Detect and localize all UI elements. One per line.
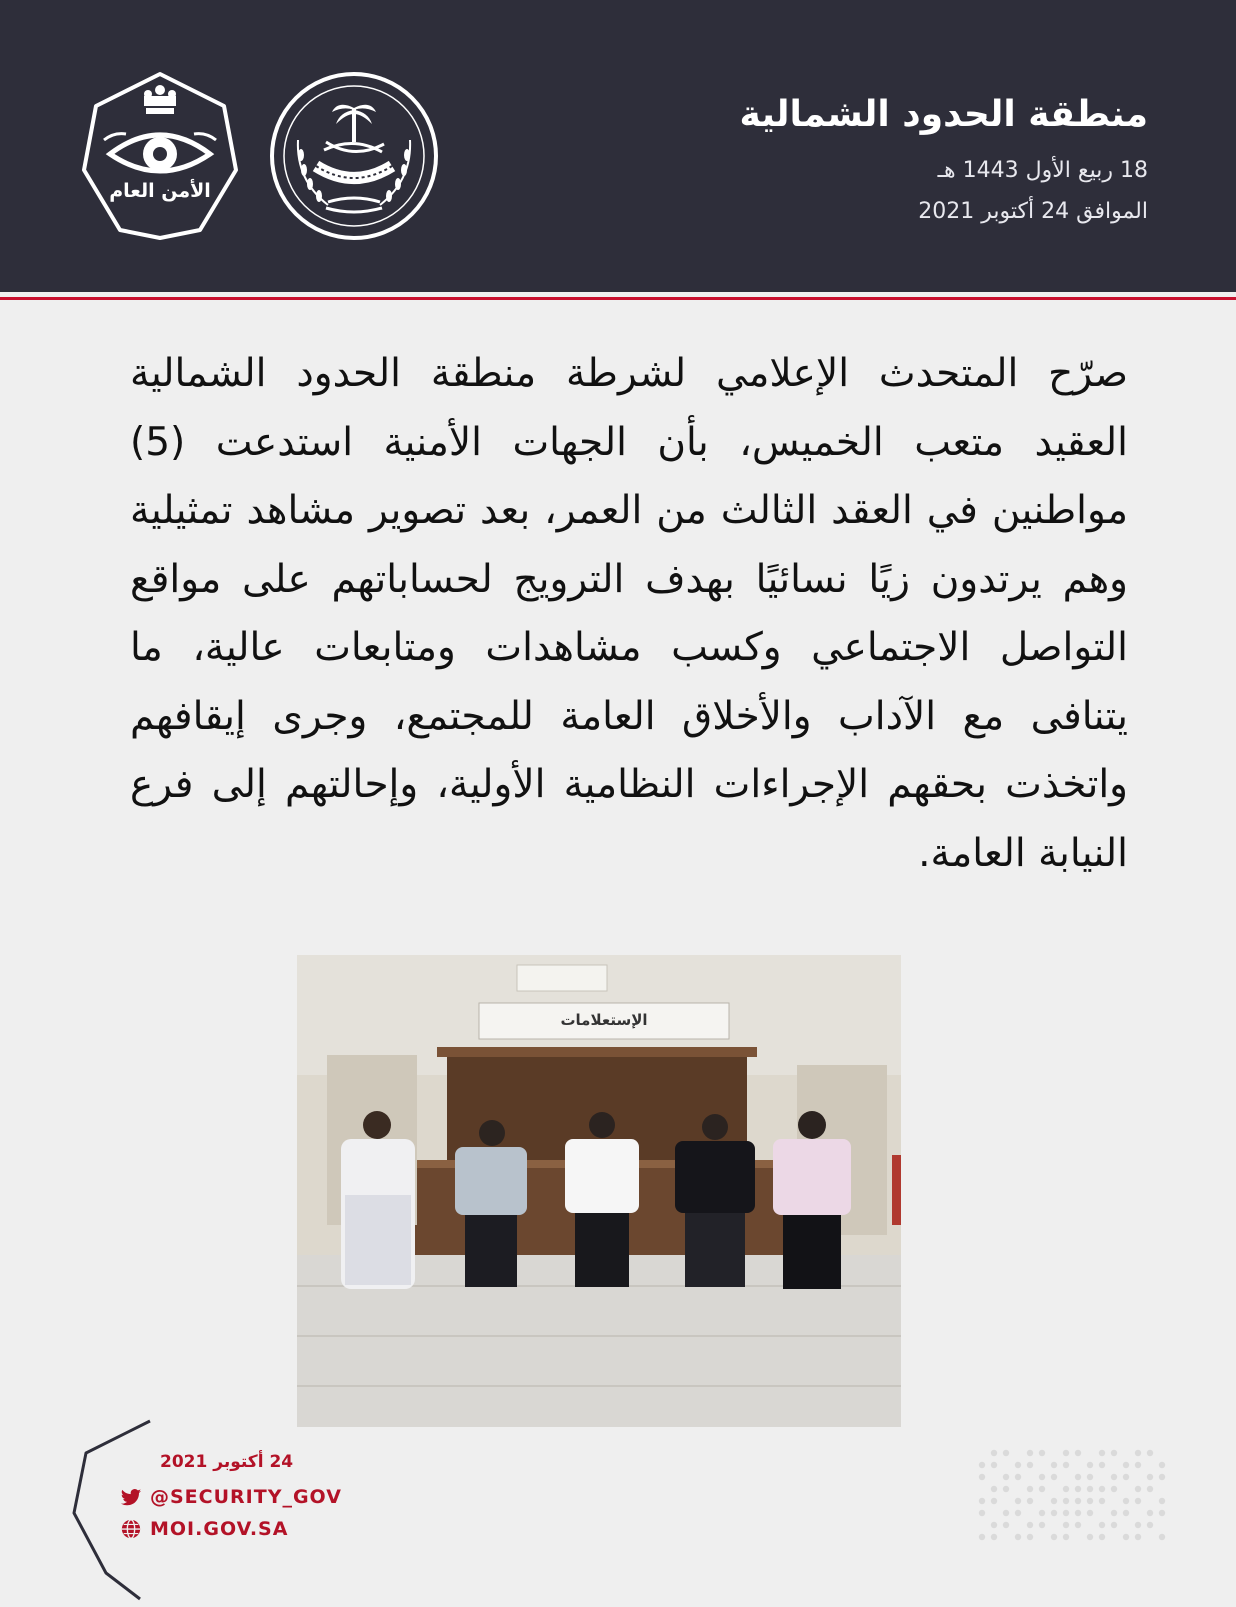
- pattern-dot: [1003, 1486, 1009, 1492]
- pattern-dot: [979, 1498, 985, 1504]
- pattern-dot: [1159, 1510, 1165, 1516]
- pattern-dot: [1099, 1498, 1105, 1504]
- pattern-dot: [1051, 1510, 1057, 1516]
- pattern-dot: [1087, 1462, 1093, 1468]
- pattern-dot: [1111, 1474, 1117, 1480]
- pattern-dot: [1147, 1510, 1153, 1516]
- pattern-dot: [1063, 1462, 1069, 1468]
- pattern-dot: [1075, 1510, 1081, 1516]
- pattern-dot: [1135, 1498, 1141, 1504]
- pattern-dot: [1075, 1486, 1081, 1492]
- pattern-dot: [979, 1474, 985, 1480]
- globe-icon: [120, 1518, 142, 1540]
- pattern-dot: [1075, 1474, 1081, 1480]
- pattern-dot: [991, 1462, 997, 1468]
- pattern-dot: [1111, 1522, 1117, 1528]
- header-divider: [0, 297, 1236, 300]
- pattern-dot: [1003, 1450, 1009, 1456]
- pattern-dot: [991, 1486, 997, 1492]
- pattern-dot: [1027, 1498, 1033, 1504]
- pattern-dot: [1147, 1522, 1153, 1528]
- pattern-dot: [979, 1462, 985, 1468]
- region-title: منطقة الحدود الشمالية: [739, 94, 1148, 135]
- pattern-dot: [1015, 1498, 1021, 1504]
- footer-twitter[interactable]: [120, 1483, 342, 1511]
- suspects-photo: [297, 955, 901, 1427]
- moi-emblem-icon: [268, 70, 440, 242]
- pattern-dot: [1051, 1462, 1057, 1468]
- pattern-dot: [1027, 1450, 1033, 1456]
- footer-date: 24 أكتوبر 2021: [160, 1452, 294, 1472]
- pattern-dot: [1063, 1450, 1069, 1456]
- pattern-dot: [1015, 1474, 1021, 1480]
- twitter-handle[interactable]: @SECURITY_GOV: [150, 1486, 342, 1508]
- date-gregorian: الموافق 24 أكتوبر 2021: [918, 199, 1148, 224]
- pattern-dot: [1123, 1462, 1129, 1468]
- pattern-dot: [1135, 1522, 1141, 1528]
- pattern-dot: [1015, 1534, 1021, 1540]
- pattern-dot: [991, 1522, 997, 1528]
- photo-sign-text: الإستعلامات: [560, 1011, 648, 1029]
- statement-text: صرّح المتحدث الإعلامي لشرطة منطقة الحدود الشمالية العقيد متعب الخميس، بأن الجهات الأمنية استدعت (5) مواطنين في العقد الثالث من العمر، بعد تصوير مشاهد تمثيلية وهم يرتدون زيًا نسائيًا بهدف الترويج لحساباتهم على مواقع التواصل الاجتماعي وكسب مشاهدات ومتابعات عالية، ما يتنافى مع الآداب والأخلاق العامة للمجتمع، وجرى إيقافهم واتخذت بحقهم الإجراءات النظامية الأولية، وإحالتهم إلى فرع النيابة العامة.: [130, 351, 1128, 876]
- pattern-dot: [1147, 1486, 1153, 1492]
- pattern-dot: [991, 1498, 997, 1504]
- pattern-dot: [1123, 1510, 1129, 1516]
- pattern-dot: [1051, 1498, 1057, 1504]
- pattern-dot: [1159, 1498, 1165, 1504]
- pattern-dot: [1003, 1510, 1009, 1516]
- pattern-dot: [1063, 1510, 1069, 1516]
- pattern-dot: [1039, 1510, 1045, 1516]
- pattern-dot: [1147, 1474, 1153, 1480]
- public-security-text: الأمن العام: [109, 180, 211, 202]
- pattern-dot: [1051, 1474, 1057, 1480]
- pattern-dot: [991, 1534, 997, 1540]
- pattern-dot: [1063, 1534, 1069, 1540]
- twitter-bird-icon: [120, 1486, 142, 1508]
- pattern-dot: [1015, 1462, 1021, 1468]
- pattern-dot: [1027, 1462, 1033, 1468]
- pattern-dot: [1111, 1510, 1117, 1516]
- pattern-dot: [1051, 1534, 1057, 1540]
- pattern-dot: [1099, 1522, 1105, 1528]
- pattern-dot: [1147, 1450, 1153, 1456]
- pattern-dot: [1075, 1450, 1081, 1456]
- pattern-dot: [1099, 1462, 1105, 1468]
- pattern-dot: [1075, 1522, 1081, 1528]
- pattern-dot: [1087, 1534, 1093, 1540]
- pattern-dot: [1099, 1450, 1105, 1456]
- pattern-dot: [1063, 1522, 1069, 1528]
- pattern-dot: [1087, 1474, 1093, 1480]
- pattern-dot: [1087, 1498, 1093, 1504]
- pattern-dot: [1135, 1486, 1141, 1492]
- pattern-dot: [1099, 1486, 1105, 1492]
- pattern-dot: [979, 1510, 985, 1516]
- pattern-dot: [1039, 1486, 1045, 1492]
- pattern-dot: [1159, 1474, 1165, 1480]
- pattern-dot: [991, 1450, 997, 1456]
- pattern-dot: [1039, 1450, 1045, 1456]
- pattern-dot: [1135, 1462, 1141, 1468]
- pattern-dot: [979, 1534, 985, 1540]
- website-url[interactable]: MOI.GOV.SA: [150, 1518, 289, 1540]
- pattern-dot: [1027, 1486, 1033, 1492]
- decorative-dot-pattern: [976, 1447, 1176, 1547]
- pattern-dot: [1015, 1510, 1021, 1516]
- pattern-dot: [1087, 1486, 1093, 1492]
- pattern-dot: [1003, 1522, 1009, 1528]
- pattern-dot: [1075, 1498, 1081, 1504]
- pattern-dot: [1099, 1534, 1105, 1540]
- pattern-dot: [1003, 1474, 1009, 1480]
- pattern-dot: [1039, 1474, 1045, 1480]
- pattern-dot: [1087, 1510, 1093, 1516]
- public-security-shield-icon: [74, 70, 246, 242]
- pattern-dot: [1135, 1534, 1141, 1540]
- pattern-dot: [1159, 1534, 1165, 1540]
- pattern-dot: [1135, 1450, 1141, 1456]
- pattern-dot: [1123, 1498, 1129, 1504]
- pattern-dot: [1027, 1534, 1033, 1540]
- date-hijri: 18 ربيع الأول 1443 هـ: [937, 158, 1148, 183]
- pattern-dot: [1123, 1474, 1129, 1480]
- pattern-dot: [1063, 1498, 1069, 1504]
- pattern-dot: [1111, 1486, 1117, 1492]
- pattern-dot: [1027, 1522, 1033, 1528]
- pattern-dot: [1123, 1534, 1129, 1540]
- pattern-dot: [1063, 1486, 1069, 1492]
- pattern-dot: [1039, 1522, 1045, 1528]
- pattern-dot: [1159, 1462, 1165, 1468]
- pattern-dot: [1111, 1450, 1117, 1456]
- footer-website[interactable]: [120, 1515, 288, 1543]
